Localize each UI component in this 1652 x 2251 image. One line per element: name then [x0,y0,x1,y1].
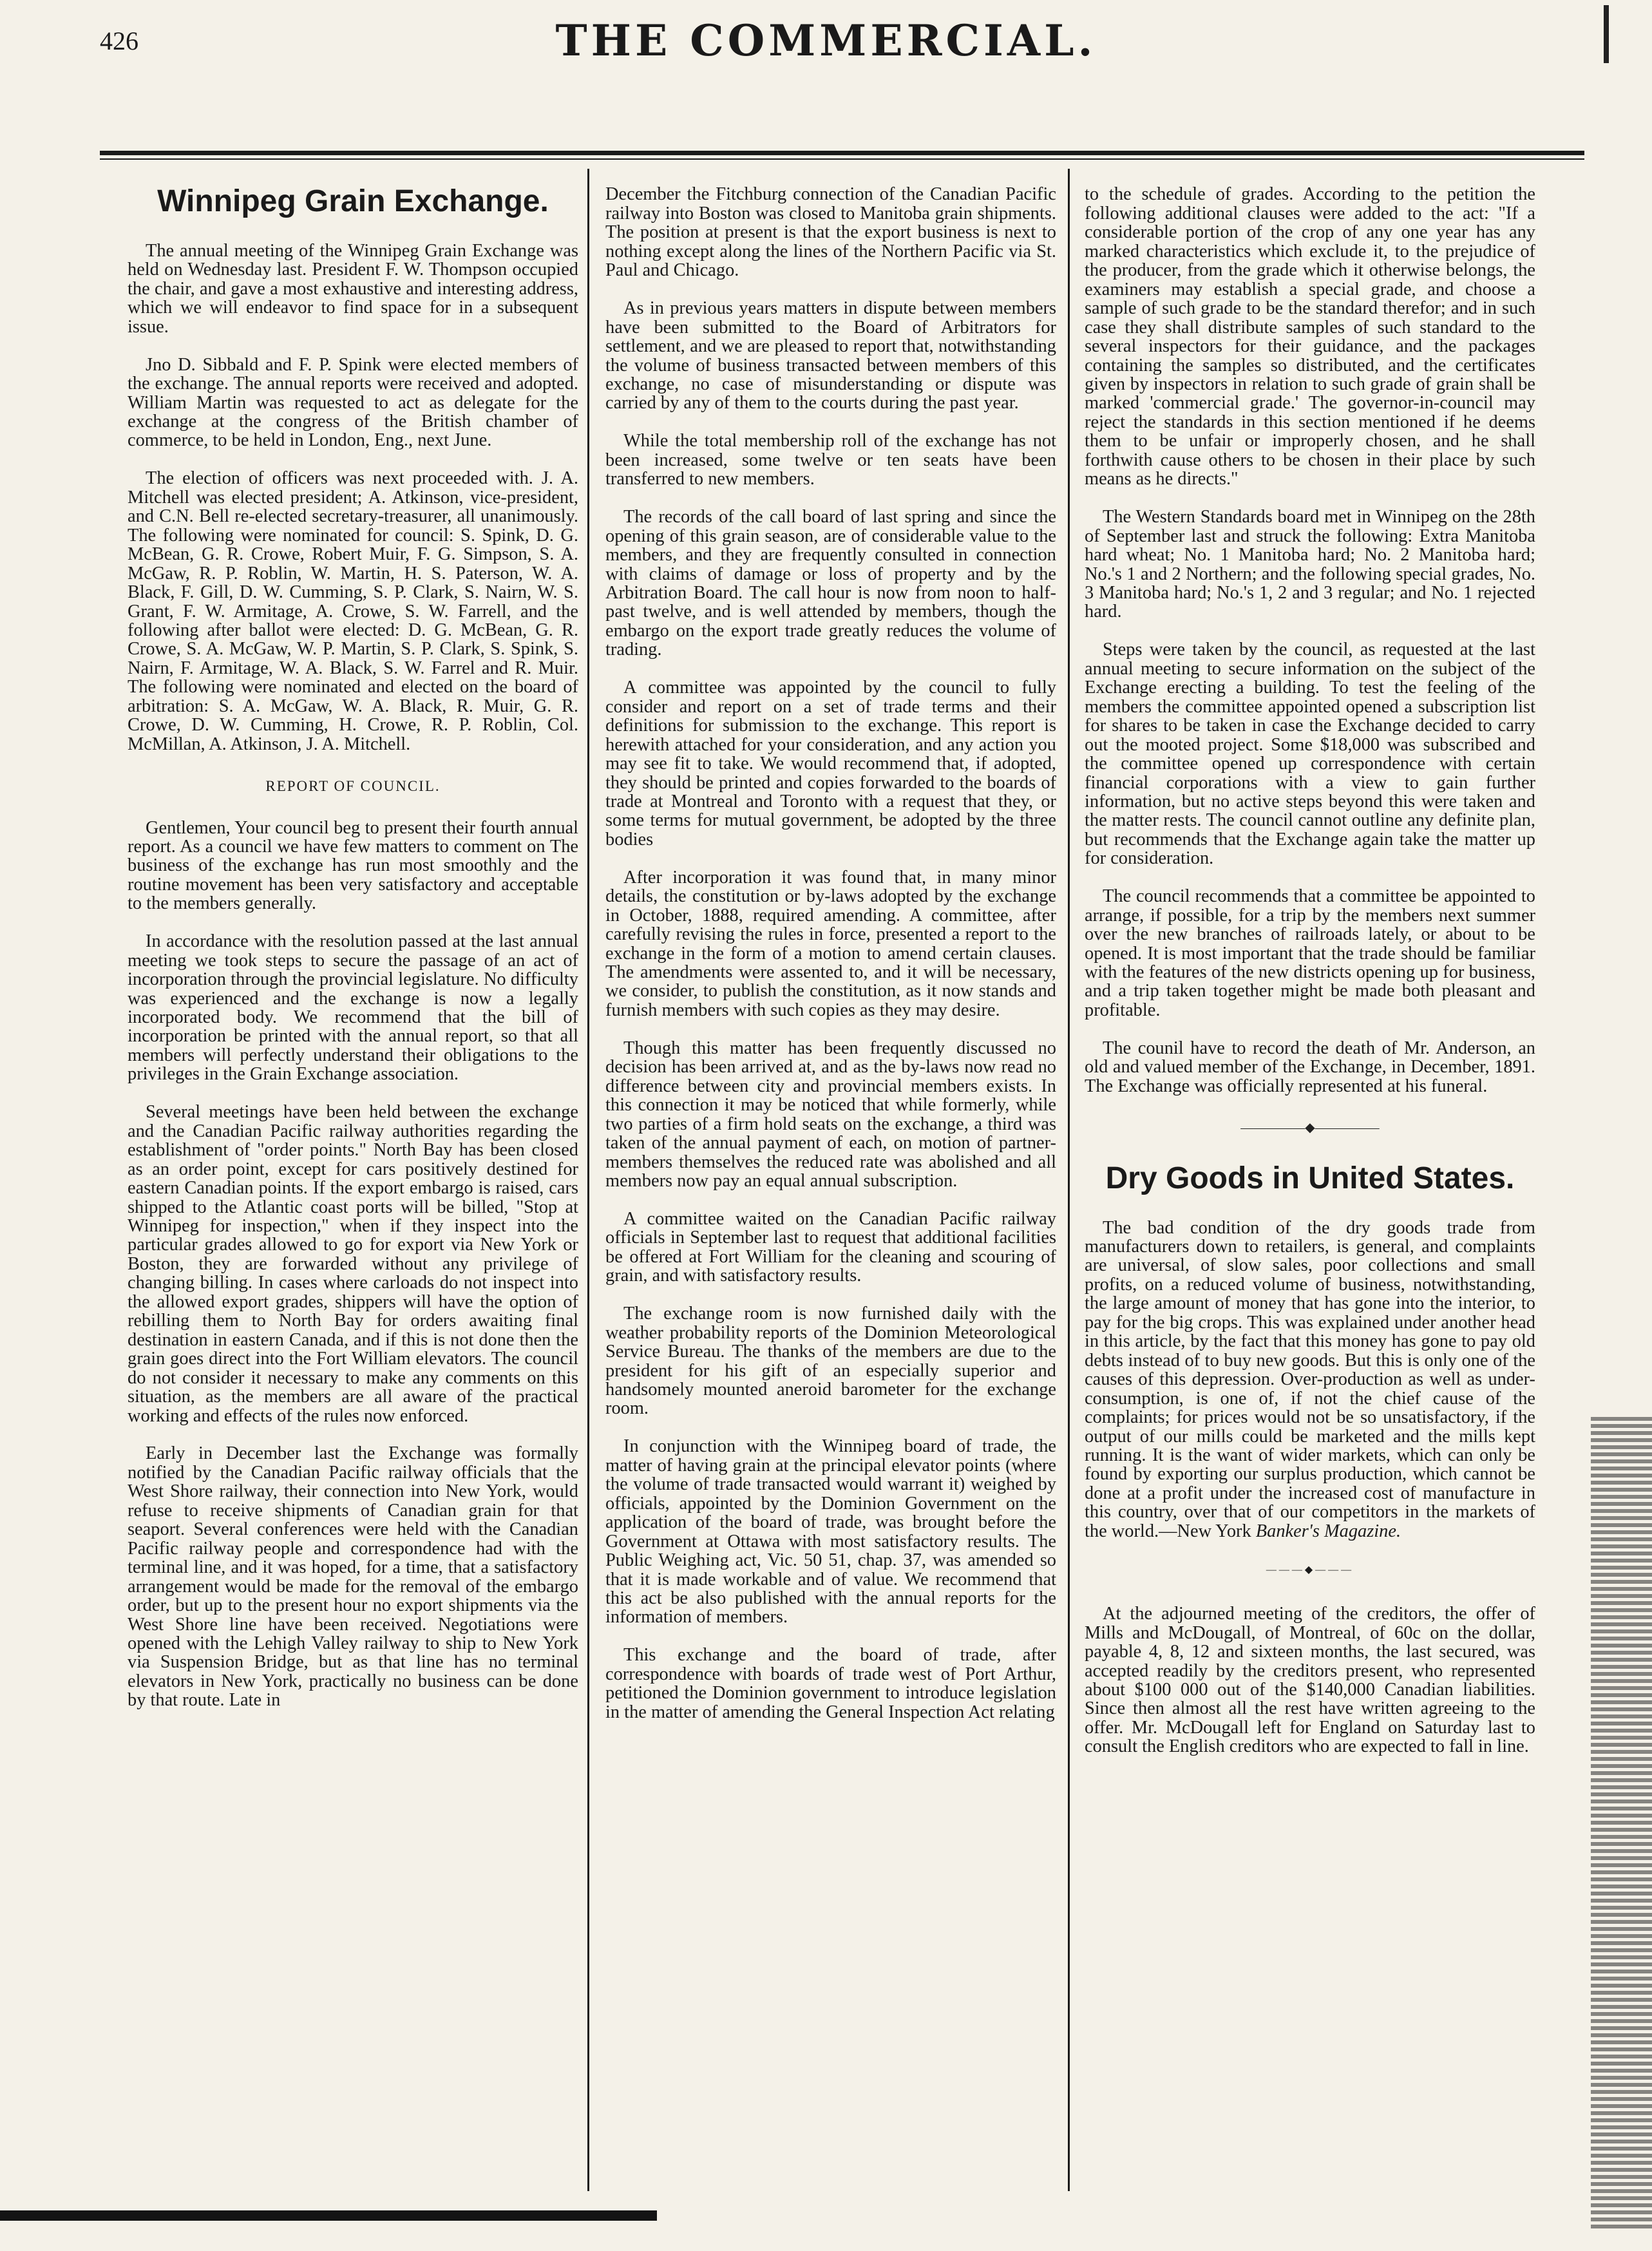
paragraph: The council recommends that a committee be appointed to arrange, if possible, for a trip by the members next summer over the new branches of railroads lately, or about to be opened. It is most important that the trade should be familiar with the features of the new districts opening up for business, and a trip taken together might be made both pleasant and profitable. [1085,886,1535,1020]
paragraph: This exchange and the board of trade, after correspondence with boards of trade west of Port Arthur, petitioned the Dominion government to introduce legislation in the matter of amending the General Inspection Act relating [605,1645,1056,1722]
masthead-rule-thin [100,158,1584,160]
masthead: THE COMMERCIAL. [555,15,1097,66]
paragraph: In conjunction with the Winnipeg board of trade, the matter of having grain at the principal elevator points (where the volume of trade transacted would warrant it) weighed by officials, appointed by the Dominion Government on the application of the board of trade, was brought before the Government at Ottawa with most satisfactory results. The Public Weighing act, Vic. 50 51, chap. 37, was amended so that it is made workable and of value. We recommend that this act be also published with the annual reports for the information of members. [605,1436,1056,1628]
paragraph: A committee waited on the Canadian Pacific railway officials in September last to request that additional facilities be offered at Fort William for the cleaning and scouring of grain, and with satisfactory results. [605,1208,1056,1286]
paragraph: While the total membership roll of the exchange has not been increased, some twelve or ten seats have been transferred to new members. [605,431,1056,489]
section-ornament: —————◆————— [1240,1120,1380,1135]
paragraph: The election of officers was next proceeded with. J. A. Mitchell was elected president; A. Atkinson, vice-president, and C.N. Bell re-elected secretary-treasurer, all unanimously. The following were nominated for council: S. Spink, D. G. McBean, G. R. Crowe, Robert Muir, F. G. Simpson, S. A. McGaw, R. P. Roblin, W. Martin, H. S. Paterson, W. A. Black, F. Gill, D. W. Cumming, S. P. Clark, S. Nairn, W. S. Grant, F. W. Armitage, A. Crowe, S. W. Farrell, and the following after ballot were elected: D. G. McBean, G. R. Crowe, S. A. McGaw, W. P. Martin, S. P. Clark, S. Spink, S. Nairn, F. Armitage, W. A. Black, S. W. Farrel and R. Muir. The following were nominated and elected on the board of arbitration: S. A. McGaw, W. A. Black, R. Muir, G. R. Crowe, D. W. Cumming, H. Crowe, R. P. Roblin, Col. McMillan, A. Atkinson, J. A. Mitchell. [128,468,578,754]
paragraph: Several meetings have been held between the exchange and the Canadian Pacific railway authorities regarding the establishment of "order points." North Bay has been closed as an order point, except for cars positively destined for eastern Canadian points. If the export embargo is raised, cars shipped to the Atlantic coast ports will be billed, "Stop at Winnipeg for inspection," when if they inspect into the particular grades allowed to go for export via New York or Boston, they are forwarded without any privilege of changing billing. In cases where carloads do not inspect into the allowed export grades, shippers will have the option of rebilling them to North Bay for orders awaiting final destination in eastern Canada, and if this is not done then the grain goes direct into the Fort William elevators. The council do not consider it necessary to make any comments on this situation, as the members are all aware of the practical working and effects of the rules now enforced. [128,1102,578,1426]
paragraph: Early in December last the Exchange was formally notified by the Canadian Pacific railway officials that the West Shore railway, their connection into New York, would refuse to receive shipments of Canadian grain for that seaport. Several conferences were held with the Canadian Pacific railway people and correspondence had with the terminal line, and it was hoped, for a time, that a satisfactory arrangement would be made for the removal of the embargo order, but up to the present hour no export shipments via the West Shore line have been received. Negotiations were opened with the Lehigh Valley railway to ship to New York via Suspension Bridge, but as that line has no terminal elevators in New York, practically no business can be done by that route. Late in [128,1443,578,1711]
margin-mark [1604,5,1609,63]
paragraph: At the adjourned meeting of the creditors, the offer of Mills and McDougall, of Montreal, of 60c on the dollar, payable 4, 8, 12 and sixteen months, the last secured, was accepted readily by the creditors present, who represented about $100 000 out of the $140,000 Canadian liabilities. Since then almost all the rest have written agreeing to the offer. Mr. McDougall left for England on Saturday last to consult the English creditors who are expected to fall in line. [1085,1604,1535,1757]
paragraph: The exchange room is now furnished daily with the weather probability reports of the Dominion Meteorological Service Bureau. The thanks of the members are due to the president for his gift of an especially superior and handsomely mounted aneroid barometer for the exchange room. [605,1304,1056,1419]
paragraph [1085,1219,1535,1541]
subheading: REPORT OF COUNCIL. [265,777,441,794]
paragraph: to the schedule of grades. According to the petition the following additional clauses were added to the act: "If a considerable portion of the crop of any one year has any marked characteristics which exclude it, to the prejudice of the producer, from the grade which it otherwise belongs, the examiners may establish a special grade, and choose a sample of such grade to be the standard therefor; and in such case they shall distribute samples of such standard to the several inspectors for their guidance, and the packages containing the samples so distributed, and the certificates given by inspectors in relation to such grade of grain shall be marked 'commercial grade.' The governor-in-council may reject the standards in this section mentioned if he deems them to be unfair or improperly chosen, and he shall forthwith cause others to be chosen in their place by such means as he directs." [1085,184,1535,489]
paragraph: December the Fitchburg connection of the Canadian Pacific railway into Boston was closed to Manitoba grain shipments. The position at present is that the export business is next to nothing except along the lines of the Northern Pacific via St. Paul and Chicago. [605,184,1056,281]
column-rule-2 [1068,169,1070,2191]
paragraph: A committee was appointed by the council to fully consider and report on a set of trade terms and their definitions for submission to the exchange. This report is herewith attached for your consideration, and any action you may see fit to take. We would recommend that, if adopted, they should be printed and copies forwarded to the boards of trade at Montreal and Toronto with a request that they, or some terms for mutual government, be adopted by the three bodies [605,678,1056,850]
page-edge-shadow [1591,1417,1652,2228]
paragraph: Steps were taken by the council, as requested at the last annual meeting to secure information on the subject of the Exchange erecting a building. To test the feeling of the members the committee appointed opened a subscription list for shares to be taken in case the Exchange decided to carry out the mooted project. Some $18,000 was subscribed and the committee opened up correspondence with certain financial corporations with a view to gain further information, but no active steps beyond this were taken and the matter rests. The council cannot outline any definite plan, but recommends that the Exchange again take the matter up for consideration. [1085,640,1535,869]
separator: ———◆——— [1266,1564,1354,1575]
paragraph: In accordance with the resolution passed at the last annual meeting we took steps to secure the passage of an act of incorporation through the provincial legislature. No difficulty was experienced and the exchange is now a legally incorporated body. We recommend that the bill of incorporation be printed with the annual report, so that all members will perfectly understand their obligations to the privileges in the Grain Exchange association. [128,931,578,1085]
column-2 [605,166,1056,1741]
paragraph: The annual meeting of the Winnipeg Grain Exchange was held on Wednesday last. President F. W. Thompson occupied the chair, and gave a most exhaustive and interesting address, which we will endeavor to find space for in a subsequent issue. [128,240,578,337]
paragraph: As in previous years matters in dispute between members have been submitted to the Board of Arbitrators for settlement, and we are pleased to report that, notwithstanding the volume of business transacted between members of this exchange, no case of misunderstanding or dispute was carried by any of them to the courts during the past year. [605,298,1056,413]
masthead-rule-thick [100,151,1584,155]
paragraph: The records of the call board of last spring and since the opening of this grain season, are of considerable value to the members, and they are frequently consulted in connection with claims of damage or loss of property and by the Arbitration Board. The call hour is now from noon to half-past twelve, and is well attended by members, though the embargo on the export trade greatly reduces the volume of trading. [605,507,1056,660]
source-credit: Banker's Magazine. [1255,1521,1401,1541]
column-rule-1 [587,169,589,2191]
paragraph: Jno D. Sibbald and F. P. Spink were elected members of the exchange. The annual reports were received and adopted. William Martin was requested to act as delegate for the exchange at the congress of the British chamber of commerce, to be held in London, Eng., next June. [128,354,578,451]
paragraph: Gentlemen, Your council beg to present their fourth annual report. As a council we have few matters to comment on The business of the exchange has run most smoothly and the routine movement has been very satisfactory and acceptable to the members generally. [128,817,578,914]
column-1 [128,166,578,1729]
page-number: 426 [100,26,138,55]
paragraph: The Western Standards board met in Winnipeg on the 28th of September last and struck the following: Extra Manitoba hard wheat; No. 1 Manitoba hard; No. 2 Manitoba hard; No.'s 1 and 2 Northern; and the following special grades, No. 3 Manitoba hard; No.'s 1, 2 and 3 regular; and No. 1 rejected hard. [1085,507,1535,622]
paragraph: The counil have to record the death of Mr. Anderson, an old and valued member of the Exchange, in December, 1891. The Exchange was officially represented at his funeral. [1085,1038,1535,1096]
article-heading: Winnipeg Grain Exchange. [157,184,549,219]
paragraph-text: The bad condition of the dry goods trade from manufacturers down to retailers, is general, and complaints are universal, of slow sales, poor collections and small profits, on a reduced volume of business, notwithstanding, the large amount of money that has gone into the interior, to pay for the big crops. This was explained under another head in this article, by the fact that this money has gone to pay old debts instead of to buy new goods. But this is only one of the causes of this depression. Over-production as well as under-consumption, is one of, if not the chief cause of the complaints; for prices would not be so unsatisfactory, if the output of our mills could be marketed and the mills kept running. It is the want of wider markets, which can only be found by exporting our surplus production, which cannot be done at a profit under the increased cost of manufacture in this country, over that of our competitors in the markets of the world.—New York [1085,1217,1535,1541]
column-3 [1085,166,1535,1775]
paragraph: After incorporation it was found that, in many minor details, the constitution or by-laws adopted by the exchange in October, 1888, required amending. A committee, after carefully revising the rules in force, presented a report to the exchange in the form of a motion to amend certain clauses. The amendments were assented to, and it will be necessary, we consider, to publish the constitution, as it now stands and furnish members with such copies as they may desire. [605,867,1056,1020]
paragraph: Though this matter has been frequently discussed no decision has been arrived at, and as the by-laws now read no difference between city and provincial members exists. In this connection it may be noticed that while formerly, while two parties of a firm hold seats on the exchange, a third was taken of the annual payment of each, on motion of partner-members themselves the reduced rate was abolished and all members now pay an equal annual subscription. [605,1038,1056,1192]
article-heading: Dry Goods in United States. [1105,1161,1515,1196]
bottom-scan-bar [0,2210,657,2221]
